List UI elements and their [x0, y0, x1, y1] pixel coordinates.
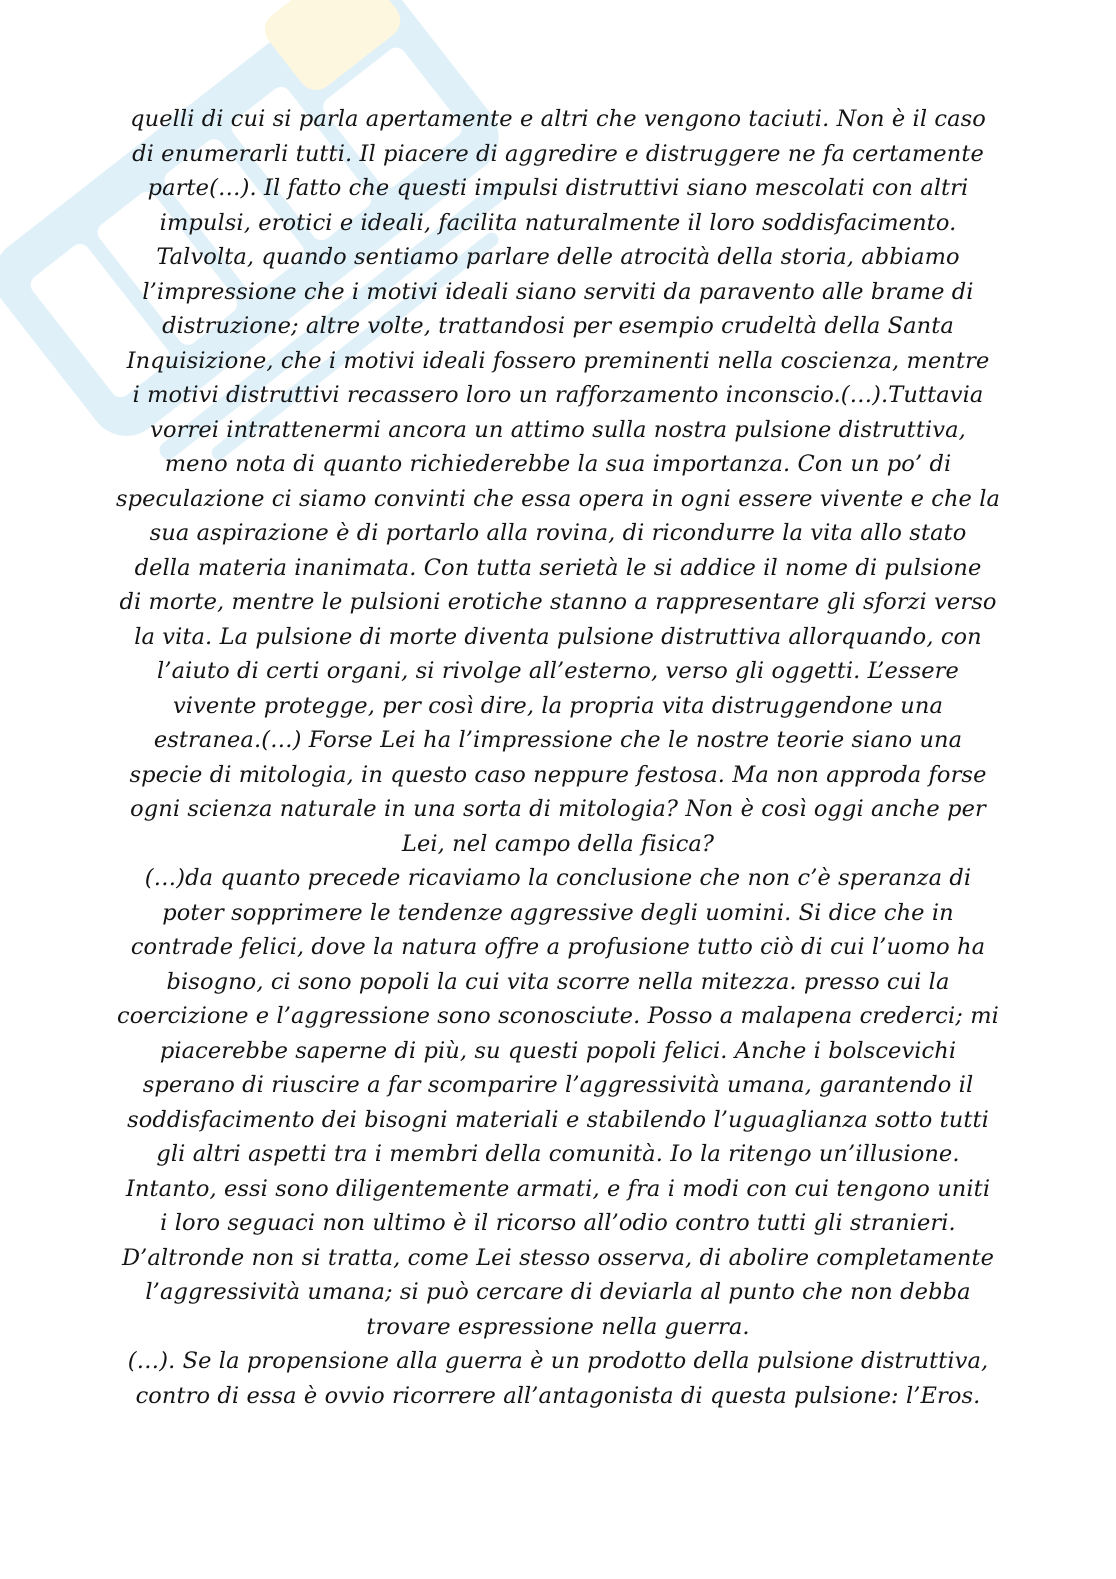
- text-line: parte(…). Il fatto che questi impulsi distruttivi siano mescolati con altri: [147, 175, 969, 201]
- text-line: la vita. La pulsione di morte diventa pulsione distruttiva allorquando, con: [134, 623, 982, 650]
- text-line: D’altronde non si tratta, come Lei stesso osserva, di abolire completamente: [121, 1244, 995, 1271]
- text-line: distruzione; altre volte, trattandosi per esempio crudeltà della Santa: [162, 313, 954, 339]
- body-text: [100, 102, 1016, 1413]
- text-line: meno nota di quanto richiederebbe la sua importanza. Con un po’ di: [164, 451, 952, 477]
- text-line: i loro seguaci non ultimo è il ricorso all’odio contro tutti gli stranieri.: [160, 1210, 956, 1236]
- text-line: bisogno, ci sono popoli la cui vita scorre nella mitezza. presso cui la: [166, 968, 950, 995]
- text-line: speculazione ci siamo convinti che essa opera in ogni essere vivente e che la: [115, 485, 1001, 512]
- text-line: piacerebbe saperne di più, su questi popoli felici. Anche i bolscevichi: [159, 1037, 957, 1064]
- text-line: ogni scienza naturale in una sorta di mitologia? Non è così oggi anche per: [130, 796, 986, 822]
- text-line: vorrei intrattenermi ancora un attimo sulla nostra pulsione distruttiva,: [150, 416, 966, 443]
- text-line: l’impressione che i motivi ideali siano serviti da paravento alle brame di: [142, 278, 974, 305]
- text-line: della materia inanimata. Con tutta serietà le si addice il nome di pulsione: [134, 554, 982, 581]
- text-line: Lei, nel campo della fisica?: [401, 830, 715, 857]
- text-line: quelli di cui si parla apertamente e altri che vengono taciuti. Non è il caso: [130, 106, 986, 132]
- text-line: i motivi distruttivi recassero loro un rafforzamento inconscio.(…).Tuttavia: [132, 382, 984, 408]
- text-line: Talvolta, quando sentiamo parlare delle atrocità della storia, abbiamo: [156, 244, 960, 270]
- text-line: impulsi, erotici e ideali, facilita naturalmente il loro soddisfacimento.: [159, 209, 957, 236]
- text-line: (…)da quanto precede ricaviamo la conclusione che non c’è speranza di: [144, 865, 972, 891]
- text-line: l’aiuto di certi organi, si rivolge all’esterno, verso gli oggetti. L’essere: [157, 658, 959, 684]
- text-line: sua aspirazione è di portarlo alla rovina, di ricondurre la vita allo stato: [149, 520, 967, 546]
- text-line: soddisfacimento dei bisogni materiali e stabilendo l’uguaglianza sotto tutti: [127, 1106, 989, 1133]
- text-line: Inquisizione, che i motivi ideali fossero preminenti nella coscienza, mentre: [126, 347, 990, 374]
- text-line: (…). Se la propensione alla guerra è un prodotto della pulsione distruttiva,: [127, 1348, 989, 1374]
- text-line: vivente protegge, per così dire, la propria vita distruggendone una: [172, 692, 944, 719]
- text-line: coercizione e l’aggressione sono sconosciute. Posso a malapena crederci; mi: [117, 1003, 999, 1029]
- text-line: di enumerarli tutti. Il piacere di aggredire e distruggere ne fa certamente: [132, 140, 984, 167]
- text-line: di morte, mentre le pulsioni erotiche stanno a rappresentare gli sforzi verso: [119, 589, 997, 615]
- text-line: specie di mitologia, in questo caso neppure festosa. Ma non approda forse: [129, 761, 987, 788]
- text-line: l’aggressività umana; si può cercare di deviarla al punto che non debba: [145, 1279, 971, 1305]
- text-line: contro di essa è ovvio ricorrere all’antagonista di questa pulsione: l’Eros.: [135, 1382, 981, 1409]
- text-line: gli altri aspetti tra i membri della comunità. Io la ritengo un’illusione.: [156, 1141, 960, 1167]
- text-line: Intanto, essi sono diligentemente armati, e fra i modi con cui tengono uniti: [125, 1175, 991, 1202]
- text-line: trovare espressione nella guerra.: [366, 1313, 750, 1340]
- text-line: estranea.(…) Forse Lei ha l’impressione che le nostre teorie siano una: [153, 727, 963, 753]
- text-line: sperano di riuscire a far scomparire l’aggressività umana, garantendo il: [142, 1072, 974, 1098]
- text-line: poter sopprimere le tendenze aggressive degli uomini. Si dice che in: [162, 899, 954, 926]
- text-line: contrade felici, dove la natura offre a profusione tutto ciò di cui l’uomo ha: [130, 934, 986, 960]
